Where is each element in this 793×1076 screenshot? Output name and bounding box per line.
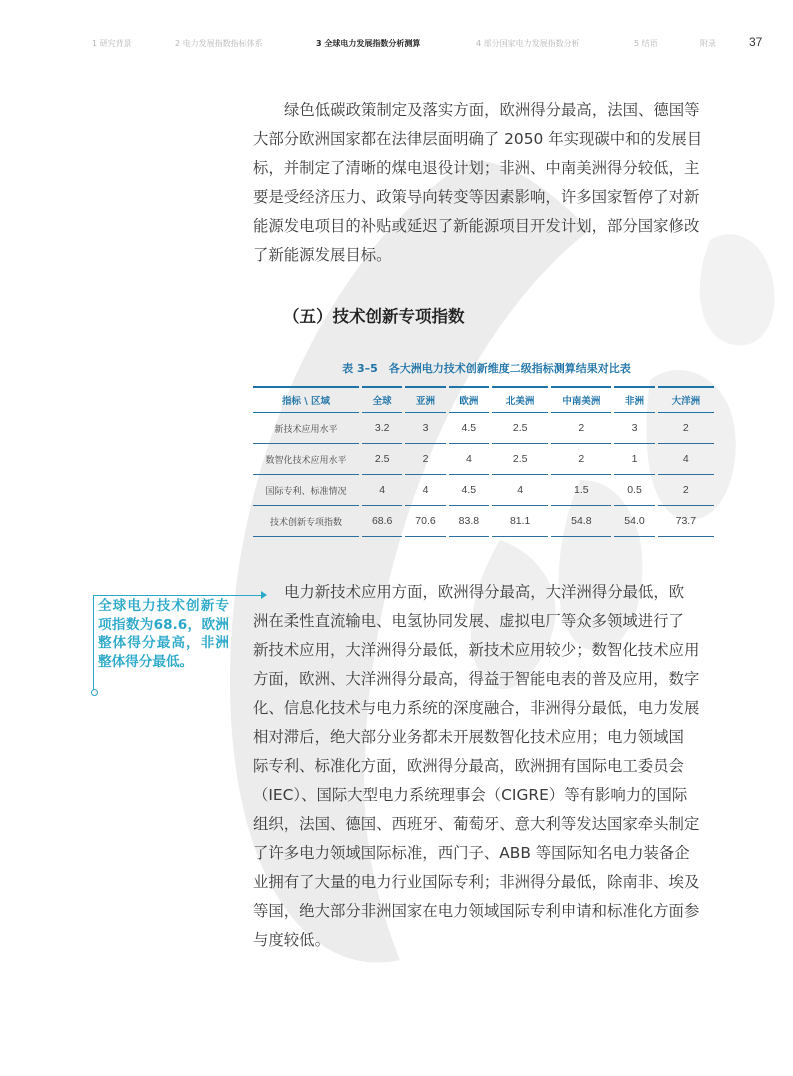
table-cell: 4	[405, 475, 445, 506]
nav-item-conclusion[interactable]: 5 结语	[634, 39, 658, 48]
table-header-cell: 大洋洲	[658, 386, 714, 413]
text-line: 相对滞后，绝大部分业务都未开展数智化技术应用；电力领域国	[253, 728, 684, 746]
table-cell: 81.1	[492, 506, 548, 537]
table-header-cell: 非洲	[614, 386, 654, 413]
table-cell: 1	[614, 444, 654, 475]
table-cell: 2.5	[492, 444, 548, 475]
table-row	[253, 413, 714, 444]
text-line: 绿色低碳政策制定及落实方面，欧洲得分最高，法国、德国等	[284, 101, 700, 119]
table-cell: 2.5	[492, 413, 548, 444]
text-line: 等国，绝大部分非洲国家在电力领域国际专利申请和标准化方面参	[253, 902, 700, 920]
text-line: 要是受经济压力、政策导向转变等因素影响，许多国家暂停了对新	[253, 188, 700, 206]
section-heading: （五）技术创新专项指数	[283, 307, 465, 326]
text-line: 组织，法国、德国、西班牙、葡萄牙、意大利等发达国家牵头制定	[253, 815, 700, 833]
table-cell: 3	[614, 413, 654, 444]
table-cell: 4	[449, 444, 489, 475]
text-line: 新技术应用，大洋洲得分最低，新技术应用较少；数智化技术应用	[253, 641, 700, 659]
table-cell: 新技术应用水平	[253, 413, 359, 444]
nav-item-country-analysis[interactable]: 4 部分国家电力发展指数分析	[476, 39, 580, 48]
table-cell: 国际专利、标准情况	[253, 475, 359, 506]
nav-item-appendix[interactable]: 附录	[700, 39, 716, 48]
text-line: 能源发电项目的补贴或延迟了新能源项目开发计划，部分国家修改	[253, 217, 700, 235]
table-cell: 0.5	[614, 475, 654, 506]
table-cell: 2	[551, 413, 611, 444]
callout-line	[93, 595, 265, 596]
indicator-table	[250, 386, 717, 537]
table-cell: 2	[551, 444, 611, 475]
table-header-cell: 全球	[362, 386, 402, 413]
table-row	[253, 475, 714, 506]
table-header-cell: 北美洲	[492, 386, 548, 413]
text-line: 方面，欧洲、大洋洲得分最高，得益于智能电表的普及应用，数字	[253, 670, 700, 688]
text-line: 电力新技术应用方面，欧洲得分最高，大洋洲得分最低，欧	[284, 583, 685, 601]
table-cell: 4	[362, 475, 402, 506]
table-cell: 4	[492, 475, 548, 506]
text-line: 标，并制定了清晰的煤电退役计划；非洲、中南美洲得分较低，主	[253, 159, 700, 177]
table-cell: 3.2	[362, 413, 402, 444]
table-header-cell: 亚洲	[405, 386, 445, 413]
table-header-cell: 指标 \ 区域	[253, 386, 359, 413]
page-number: 37	[749, 35, 763, 49]
table-row	[253, 444, 714, 475]
table-cell: 83.8	[449, 506, 489, 537]
table-cell: 54.8	[551, 506, 611, 537]
table-header-row	[253, 386, 714, 413]
table-cell: 4	[658, 444, 714, 475]
text-line: 了许多电力领域国际标准，西门子、ABB 等国际知名电力装备企	[253, 844, 690, 862]
table-cell: 54.0	[614, 506, 654, 537]
text-line: 洲在柔性直流输电、电氢协同发展、虚拟电厂等众多领域进行了	[253, 612, 684, 630]
table-cell: 3	[405, 413, 445, 444]
text-line: 了新能源发展目标。	[253, 246, 392, 264]
table-header-cell: 中南美洲	[551, 386, 611, 413]
table-cell: 73.7	[658, 506, 714, 537]
chapter-navigation	[0, 30, 793, 54]
table-cell: 68.6	[362, 506, 402, 537]
table-cell: 2	[658, 475, 714, 506]
text-line: 化、信息化技术与电力系统的深度融合，非洲得分最低，电力发展	[253, 699, 700, 717]
table-cell: 4.5	[449, 413, 489, 444]
table-cell: 2.5	[362, 444, 402, 475]
nav-item-index-system[interactable]: 2 电力发展指数指标体系	[175, 39, 263, 48]
table-cell: 数智化技术应用水平	[253, 444, 359, 475]
text-line: 际专利、标准化方面，欧洲得分最高，欧洲拥有国际电工委员会	[253, 757, 684, 775]
table-cell: 2	[405, 444, 445, 475]
table-header-cell: 欧洲	[449, 386, 489, 413]
sidenote-text: 全球电力技术创新专项指数为68.6，欧洲整体得分最高，非洲整体得分最低。	[98, 598, 229, 670]
text-line: 大部分欧洲国家都在法律层面明确了 2050 年实现碳中和的发展目	[253, 130, 703, 148]
table-cell: 2	[658, 413, 714, 444]
table-cell: 70.6	[405, 506, 445, 537]
body-paragraph	[253, 578, 720, 955]
text-line: 业拥有了大量的电力行业国际专利；非洲得分最低，除南非、埃及	[253, 873, 700, 891]
nav-item-research-background[interactable]: 1 研究背景	[92, 39, 132, 48]
table-cell: 4.5	[449, 475, 489, 506]
callout-dot-icon	[91, 689, 98, 696]
table-row	[253, 506, 714, 537]
table-cell: 技术创新专项指数	[253, 506, 359, 537]
callout-bracket	[93, 595, 94, 691]
text-line: （IEC）、国际大型电力系统理事会（CIGRE）等有影响力的国际	[253, 786, 688, 804]
intro-paragraph	[253, 96, 720, 270]
nav-item-global-analysis[interactable]: 3 全球电力发展指数分析测算	[316, 39, 421, 48]
table-caption: 表 3–5 各大洲电力技术创新维度二级指标测算结果对比表	[342, 362, 631, 375]
table-cell: 1.5	[551, 475, 611, 506]
text-line: 与度较低。	[253, 931, 330, 949]
